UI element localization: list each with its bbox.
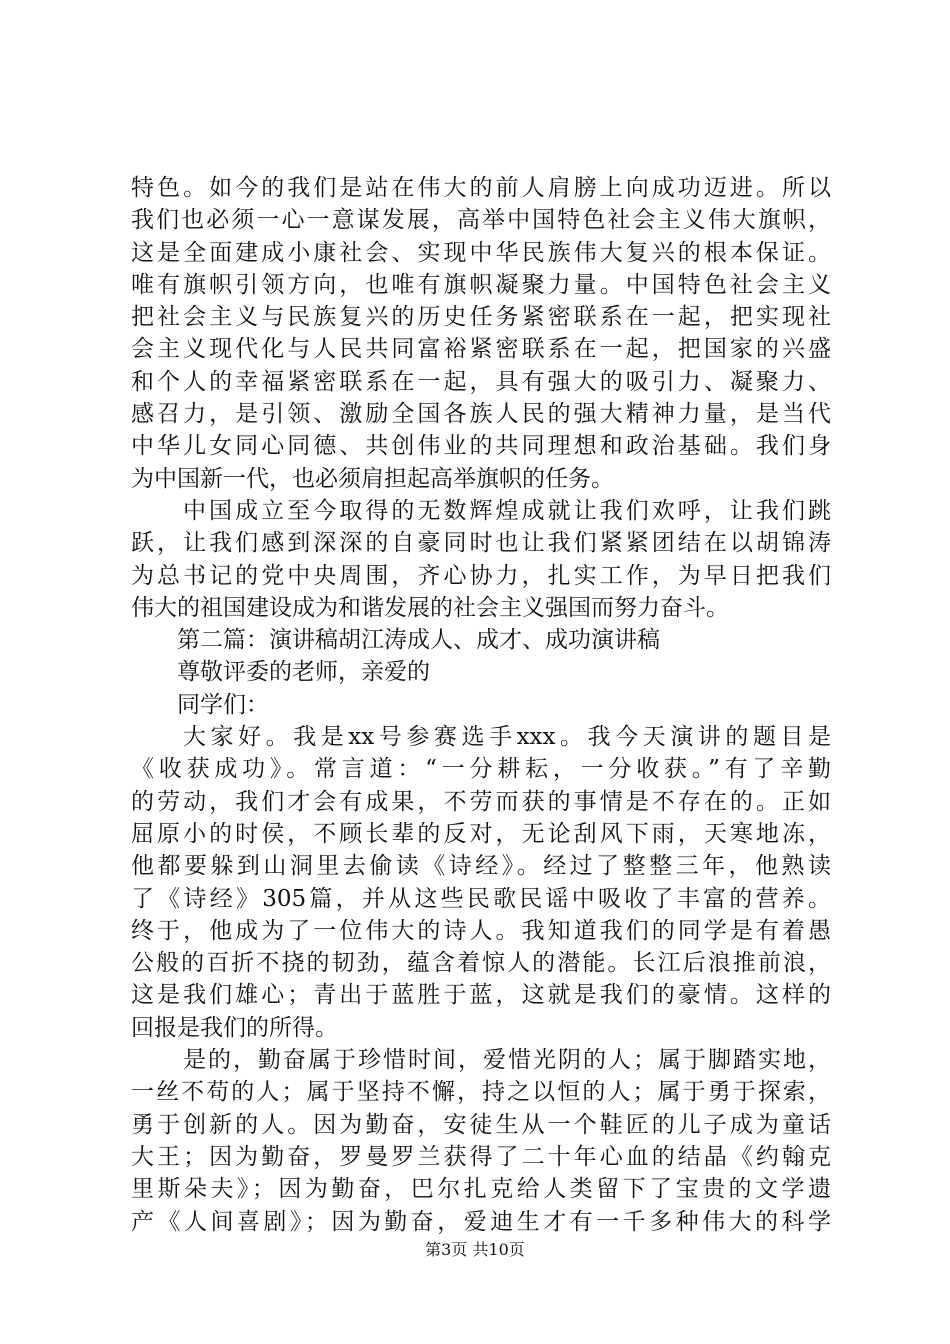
salutation-line: 尊敬评委的老师，亲爱的 xyxy=(177,659,430,686)
section-heading: 第二篇：演讲稿胡江涛成人、成才、成功演讲稿 xyxy=(177,627,660,654)
text-line: 为中国新一代，也必须肩担起高举旗帜的任务。 xyxy=(131,465,614,492)
paragraph-start-line: 大家好。我是xx号参赛选手xxx。我今天演讲的题目是 xyxy=(183,724,831,751)
text-line: 伟大的祖国建设成为和谐发展的社会主义强国而努力奋斗。 xyxy=(131,594,729,621)
text-line: 跃，让我们感到深深的自豪同时也让我们紧紧团结在以胡锦涛 xyxy=(131,530,831,557)
text-line: 大王；因为勤奋，罗曼罗兰获得了二十年心血的结晶《约翰克 xyxy=(131,1143,831,1170)
text-line: 终于，他成为了一位伟大的诗人。我知道我们的同学是有着愚 xyxy=(131,917,831,944)
text-line: 回报是我们的所得。 xyxy=(131,1014,338,1041)
body-text xyxy=(131,172,831,1238)
text-line: 的劳动，我们才会有成果，不劳而获的事情是不存在的。正如 xyxy=(131,788,831,815)
text-line: 中华儿女同心同德、共创伟业的共同理想和政治基础。我们身 xyxy=(131,433,831,460)
text-line: 一丝不苟的人；属于坚持不懈，持之以恒的人；属于勇于探索， xyxy=(131,1079,831,1106)
text-line: 我们也必须一心一意谋发展，高举中国特色社会主义伟大旗帜， xyxy=(131,207,831,234)
text-line: 产《人间喜剧》；因为勤奋，爱迪生才有一千多种伟大的科学 xyxy=(131,1208,831,1235)
text-line: 唯有旗帜引领方向，也唯有旗帜凝聚力量。中国特色社会主义 xyxy=(131,271,831,298)
text-line: 和个人的幸福紧密联系在一起，具有强大的吸引力、凝聚力、 xyxy=(131,368,831,395)
text-line: 这是我们雄心；青出于蓝胜于蓝，这就是我们的豪情。这样的 xyxy=(131,982,831,1009)
text-line: 会主义现代化与人民共同富裕紧密联系在一起，把国家的兴盛 xyxy=(131,336,831,363)
text-line: 屈原小的时侯，不顾长辈的反对，无论刮风下雨，天寒地冻， xyxy=(131,820,831,847)
text-line: 《收获成功》。常言道：“一分耕耘，一分收获。”有了辛勤 xyxy=(131,756,831,783)
text-line: 为总书记的党中央周围，齐心协力，扎实工作，为早日把我们 xyxy=(131,562,831,589)
text-line: 特色。如今的我们是站在伟大的前人肩膀上向成功迈进。所以 xyxy=(131,175,831,201)
text-line: 里斯朵夫》；因为勤奋，巴尔扎克给人类留下了宝贵的文学遗 xyxy=(131,1176,831,1203)
paragraph-start-line: 中国成立至今取得的无数辉煌成就让我们欢呼，让我们跳 xyxy=(183,497,831,524)
text-line: 公般的百折不挠的韧劲，蕴含着惊人的潜能。长江后浪推前浪， xyxy=(131,950,831,977)
salutation-line: 同学们： xyxy=(177,691,269,718)
text-line: 这是全面建成小康社会、实现中华民族伟大复兴的根本保证。 xyxy=(131,239,831,266)
paragraph-start-line: 是的，勤奋属于珍惜时间，爱惜光阴的人；属于脚踏实地， xyxy=(183,1047,831,1074)
text-line: 了《诗经》305篇，并从这些民歌民谣中吸收了丰富的营养。 xyxy=(131,885,831,912)
page-footer: 第3页 共10页 xyxy=(425,1240,525,1259)
text-line: 把社会主义与民族复兴的历史任务紧密联系在一起，把实现社 xyxy=(131,304,831,331)
text-line: 感召力，是引领、激励全国各族人民的强大精神力量，是当代 xyxy=(131,401,831,428)
text-line: 他都要躲到山洞里去偷读《诗经》。经过了整整三年，他熟读 xyxy=(131,853,831,880)
text-line: 勇于创新的人。因为勤奋，安徒生从一个鞋匠的儿子成为童话 xyxy=(131,1111,831,1138)
